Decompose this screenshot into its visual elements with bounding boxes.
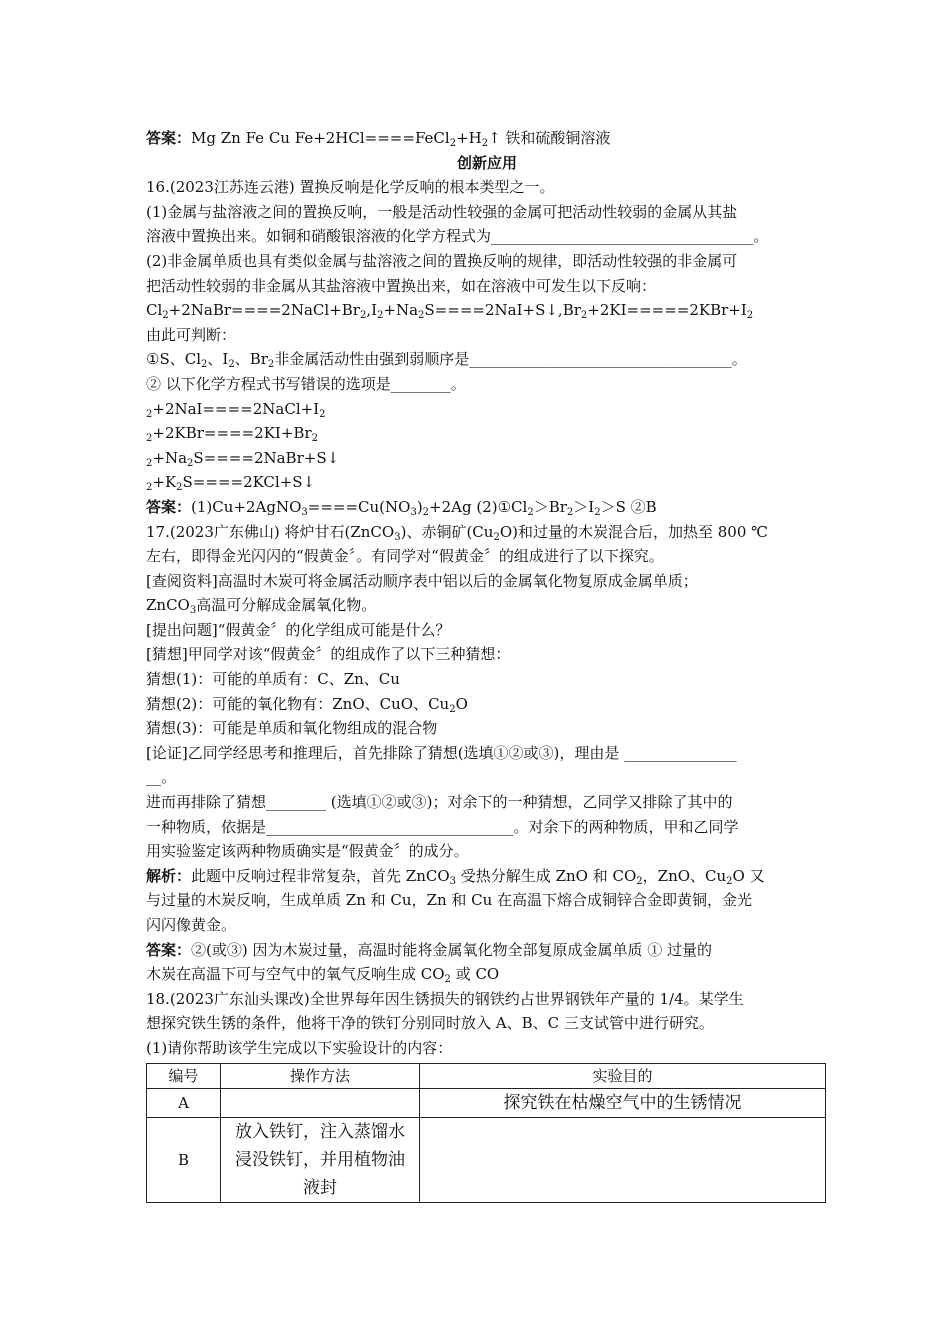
q17-line9: 猜想(3)：可能是单质和氧化物组成的混合物: [146, 719, 438, 738]
q17-line5: [提出问题]“假黄金〞的化学组成可能是什么？: [146, 620, 451, 639]
q16-p1b: 溶液中置换出来。如铜和硝酸银溶液的化学方程式为___________________________________。: [146, 227, 769, 246]
table-row: [147, 1088, 826, 1117]
experiment-table: [146, 1063, 826, 1203]
q16-option-b: $_2+2KBr====2KI+Br_2$: [146, 424, 318, 445]
q17-answer-2: 木炭在高温下可与空气中的氧气反响生成 $CO_2$ 或 CO: [146, 965, 500, 986]
q16-option-c: $_2+Na_2S====2NaBr+S↓$: [146, 448, 340, 469]
q17-answer-1: 答案：②(或③) 因为木炭过量，高温时能将金属氧化物全部复原成金属单质 ① 过量的: [146, 940, 713, 959]
row-id: B: [147, 1117, 221, 1202]
q17-line10: [论证]乙同学经思考和推理后，首先排除了猜想(选填①②或③)，理由是 _______________: [146, 743, 737, 762]
q17-line14: 用实验鉴定该两种物质确实是“假黄金〞的成分。: [146, 842, 469, 861]
q16-p2a: (2)非金属单质也具有类似金属与盐溶液之间的置换反响的规律，即活动性较强的非金属可: [146, 251, 738, 270]
q18-line1: 18.(2023广东汕头课改)全世界每年因生锈损失的钢铁约占世界钢铁年产量的 1/4。某学生: [146, 989, 744, 1008]
header-method: 操作方法: [221, 1063, 420, 1088]
table-row: [147, 1117, 826, 1202]
q17-line2: 左右，即得金光闪闪的“假黄金〞。有同学对“假黄金〞的组成进行了以下探究。: [146, 547, 664, 566]
q17-explanation-1: 解析：此题中反响过程非常复杂，首先 ZnCO$_3$ 受热分解生成 ZnO 和 $CO_2$，ZnO、$Cu_2O$ 又: [146, 866, 765, 887]
table-header-row: [147, 1063, 826, 1088]
q16-item2: ② 以下化学方程式书写错误的选项是________。: [146, 374, 466, 393]
q17-line13: 一种物质，依据是_________________________________。对余下的两种物质，甲和乙同学: [146, 817, 739, 836]
q16-option-a: $_2+2NaI====2NaCl+I_2$: [146, 399, 326, 420]
q16-option-d: $_2+K_2S====2KCl+S↓$: [146, 473, 316, 494]
row-purpose: 探究铁在枯燥空气中的生锈情况: [420, 1088, 826, 1117]
header-purpose: 实验目的: [420, 1063, 826, 1088]
q17-line11: __。: [146, 768, 177, 787]
document-page: [146, 126, 828, 1203]
row-method: 放入铁钉，注入蒸馏水浸没铁钉，并用植物油液封: [221, 1117, 420, 1202]
q16-equation: $Cl_2+2NaBr====2NaCl+Br_2,I_2+Na_2S====2NaI+S↓,Br_2+2KI=====2KBr+I_2$: [146, 301, 754, 322]
q17-line6: [猜想]甲同学对该“假黄金〞的组成作了以下三种猜想：: [146, 645, 511, 664]
q16-p2b: 把活动性较弱的非金属从其盐溶液中置换出来，如在溶液中可发生以下反响：: [146, 276, 657, 295]
answer-label: 答案：: [146, 129, 192, 147]
q16-judge: 由此可判断：: [146, 325, 237, 344]
q18-line2: 想探究铁生锈的条件，他将干净的铁钉分别同时放入 A、B、C 三支试管中进行研究。: [146, 1014, 714, 1033]
q17-line4: ZnCO$_3$高温可分解成金属氧化物。: [146, 596, 377, 617]
q17-explanation-3: 闪闪像黄金。: [146, 916, 237, 934]
q17-line1: 17.(2023广东佛山) 将炉甘石(ZnCO$_3$)、赤铜矿$(Cu_2O)$和过量的木炭混合后，加热至 800 ℃: [146, 522, 768, 543]
q16-head: 16.(2023江苏连云港) 置换反响是化学反响的根本类型之一。: [146, 178, 555, 197]
section-title: 创新应用: [456, 153, 517, 172]
q17-line3: [查阅资料]高温时木炭可将金属活动顺序表中铝以后的金属氧化物复原成金属单质；: [146, 571, 698, 590]
q17-explanation-2: 与过量的木炭反响，生成单质 Zn 和 Cu，Zn 和 Cu 在高温下熔合成铜锌合金即黄铜，金光: [146, 891, 753, 910]
q17-line7: 猜想(1)：可能的单质有：C、Zn、Cu: [146, 670, 400, 689]
header-id: 编号: [147, 1063, 221, 1088]
q17-line8: 猜想(2)：可能的氧化物有：ZnO、CuO、$Cu_2O$: [146, 694, 468, 715]
q16-p1a: (1)金属与盐溶液之间的置换反响，一般是活动性较强的金属可把活动性较弱的金属从其盐: [146, 202, 738, 221]
row-purpose: [420, 1117, 826, 1202]
row-id: A: [147, 1088, 221, 1117]
row-method: [221, 1088, 420, 1117]
q17-line12: 进而再排除了猜想________ (选填①②或③)；对余下的一种猜想，乙同学又排除了其中的: [146, 793, 733, 812]
answer-15: 答案：Mg Zn Fe Cu $Fe+2HCl====FeCl_2+H_2↑$ 铁和硫酸铜溶液: [146, 129, 611, 149]
q16-item1: ①S、$Cl_2$、$I_2$、$Br_2$非金属活动性由强到弱顺序是___________________________________。: [146, 350, 747, 371]
q18-line3: (1)请你帮助该学生完成以下实验设计的内容：: [146, 1038, 453, 1057]
q16-answer: 答案：$(1)Cu+2AgNO_3====Cu(NO_3)_2+2Ag$ $(2)①Cl_2>Br_2>I_2>S$ ②B: [146, 497, 657, 518]
